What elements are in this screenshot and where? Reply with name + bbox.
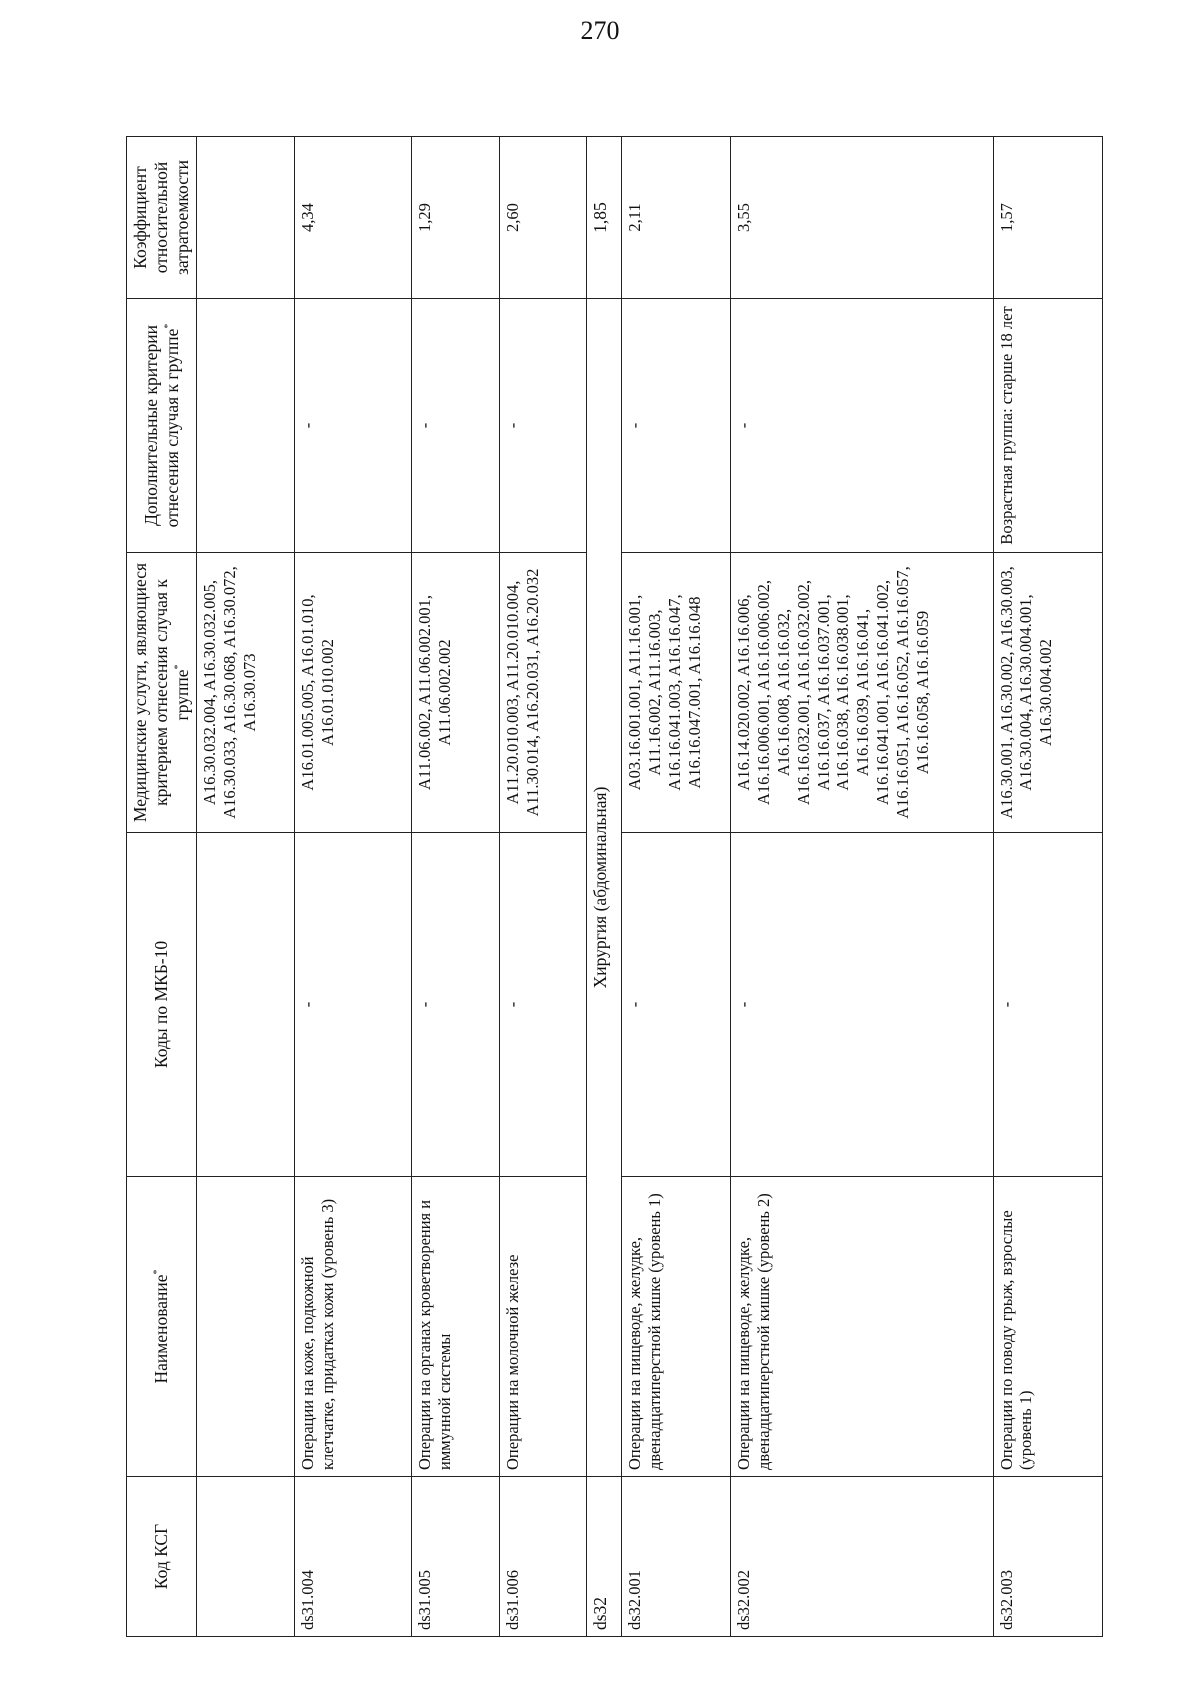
table-row-ds32-003: [993, 137, 1102, 1637]
cell-criteria: -: [499, 299, 586, 553]
rotated-table-container: [126, 137, 1103, 1637]
cell-services: A16.30.032.004, A16.30.032.005, A16.30.033, A16.30.068, A16.30.072, A16.30.073: [197, 553, 295, 833]
cell-name: Операции на коже, подкожной клетчатке, придатках кожи (уровень 3): [295, 1177, 412, 1477]
table-row-continuation: [197, 137, 295, 1637]
section-row-ds32: [587, 137, 622, 1637]
table-rotation-wrapper: [126, 137, 1103, 1637]
cell-name: Операции по поводу грыж, взрослые (уровень 1): [993, 1177, 1102, 1477]
header-services-footnote: *: [173, 664, 185, 670]
cell-coef: 3,55: [731, 137, 993, 299]
header-code: Код КСГ: [127, 1477, 197, 1637]
header-row: [127, 137, 197, 1637]
cell-services: A16.01.005.005, A16.01.010, A16.01.010.002: [295, 553, 412, 833]
section-coef: 1,85: [587, 137, 622, 299]
header-criteria-footnote: *: [162, 323, 174, 329]
cell-code: ds31.005: [412, 1477, 499, 1637]
cell-name: Операции на молочной железе: [499, 1177, 586, 1477]
cell-name: Операции на пищеводе, желудке, двенадцатиперстной кишке (уровень 2): [731, 1177, 993, 1477]
header-icd: Коды по МКБ-10: [127, 833, 197, 1177]
ksg-table: [126, 136, 1103, 1637]
header-services: [127, 553, 197, 833]
table-row-ds31-005: [412, 137, 499, 1637]
page-number: 270: [580, 16, 620, 45]
section-code: ds32: [587, 1477, 622, 1637]
cell-code: ds31.006: [499, 1477, 586, 1637]
cell-icd: -: [295, 833, 412, 1177]
header-name-footnote: *: [152, 1269, 164, 1275]
cell-icd: -: [731, 833, 993, 1177]
cell-coef: 4,34: [295, 137, 412, 299]
cell-name: Операции на органах кроветворения и иммунной системы: [412, 1177, 499, 1477]
cell-criteria: [197, 299, 295, 553]
cell-criteria: -: [731, 299, 993, 553]
cell-criteria: -: [295, 299, 412, 553]
table-row-ds32-001: [622, 137, 731, 1637]
cell-code: ds31.004: [295, 1477, 412, 1637]
header-criteria: [127, 299, 197, 553]
header-criteria-text: Дополнительные критерии отнесения случая к группе: [140, 325, 182, 528]
cell-coef: 1,29: [412, 137, 499, 299]
cell-services: A16.14.020.002, A16.16.006, A16.16.006.001, A16.16.006.002, A16.16.008, A16.16.032, A16.16.032.001, A16.16.032.002, A16.16.037, A16.16.037.001, A16.16.038, A16.16.038.001, A16.16.039, A16.16.041, A16.16.041.001, A16.16.041.002, A16.16.051, A16.16.052, A16.16.057, A16.16.058, A16.16.059: [731, 553, 993, 833]
cell-code: ds32.002: [731, 1477, 993, 1637]
cell-name: Операции на пищеводе, желудке, двенадцатиперстной кишке (уровень 1): [622, 1177, 731, 1477]
cell-services: A03.16.001.001, A11.16.001, A11.16.002, A11.16.003, A16.16.041.003, A16.16.047, A16.16.047.001, A16.16.048: [622, 553, 731, 833]
cell-icd: -: [412, 833, 499, 1177]
cell-name: [197, 1177, 295, 1477]
table-row-ds31-006: [499, 137, 586, 1637]
header-services-text: Медицинские услуги, являющиеся критерием отнесения случая к группе: [130, 562, 192, 823]
cell-services: A11.06.002, A11.06.002.001, A11.06.002.002: [412, 553, 499, 833]
cell-icd: [197, 833, 295, 1177]
cell-services: A11.20.010.003, A11.20.010.004, A11.30.014, A16.20.031, A16.20.032: [499, 553, 586, 833]
cell-services: A16.30.001, A16.30.002, A16.30.003, A16.30.004, A16.30.004.001, A16.30.004.002: [993, 553, 1102, 833]
cell-code: ds32.001: [622, 1477, 731, 1637]
cell-icd: -: [993, 833, 1102, 1177]
table-row-ds32-002: [731, 137, 993, 1637]
table-row-ds31-004: [295, 137, 412, 1637]
cell-criteria: -: [412, 299, 499, 553]
cell-coef: 2,11: [622, 137, 731, 299]
cell-code: [197, 1477, 295, 1637]
cell-coef: [197, 137, 295, 299]
header-coef: Коэффициент относительной затратоемкости: [127, 137, 197, 299]
cell-coef: 1,57: [993, 137, 1102, 299]
header-name-text: Наименование: [151, 1274, 171, 1384]
cell-coef: 2,60: [499, 137, 586, 299]
cell-code: ds32.003: [993, 1477, 1102, 1637]
header-name: [127, 1177, 197, 1477]
section-title: Хирургия (абдоминальная): [587, 299, 622, 1477]
cell-criteria: Возрастная группа: старше 18 лет: [993, 299, 1102, 553]
cell-criteria: -: [622, 299, 731, 553]
cell-icd: -: [622, 833, 731, 1177]
cell-icd: -: [499, 833, 586, 1177]
